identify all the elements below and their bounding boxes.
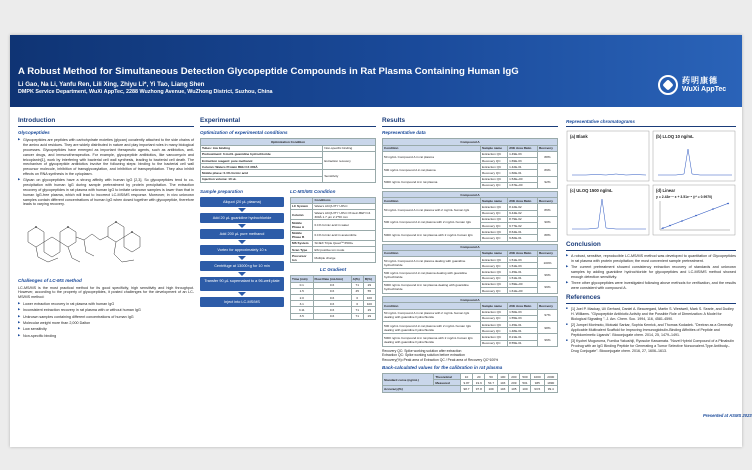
challenge-item: ▶ Molecular weight more than 2,000 Dalton: [18, 321, 194, 326]
sample-name-cell: Extraction QC: [481, 321, 508, 327]
lcms-cell: Multiple charge: [313, 253, 376, 263]
gradient-cell: 29: [363, 282, 375, 288]
compound-header-cell: AVE Area Ratio: [508, 198, 538, 204]
flow-arrow-icon: [238, 292, 246, 296]
prep-step: Add 200 μL pure methanol: [200, 229, 284, 239]
experimental-heading: Experimental: [200, 117, 376, 127]
introduction-heading: Introduction: [18, 117, 194, 127]
area-ratio-cell: 1.67E+00: [508, 182, 538, 188]
recovery-cell: 88%: [538, 151, 558, 163]
reference-item: ■ [2] Jumpei Morimoto, Motoaki Sarkar, Sophia Kenrick, and Thomas Kodadek. "Dextran as a Generally Applicable Multivalent Scaffold for Improving Immunoglobulin-Binding Affinities of Peptide and Peptidomimetic Ligands". Bioconjugate chem. 2014, 25, 1479–1491.: [566, 323, 736, 337]
lcms-cell: Mobile Phase B: [291, 230, 313, 240]
conclusion-item: ▶ Three other glycopeptides were investigated following above methods for verification, and the results were consistent with compound A.: [566, 281, 736, 291]
compound-header-cell: Sample name: [481, 198, 508, 204]
gradient-cell: 3.5: [291, 313, 314, 319]
measured-cell: 935: [531, 380, 544, 386]
gradient-cell: 0: [351, 301, 363, 307]
recovery-cell: 98%: [538, 321, 558, 333]
area-ratio-cell: 8.55E-01: [508, 340, 538, 346]
recovery-cell: 96%: [538, 334, 558, 346]
representative-data-heading: Representative data: [382, 130, 426, 136]
recovery-cell: 96%: [538, 269, 558, 281]
recovery-note: Recovery(%)=Peak area of Extraction QC / Peak area of Recovery QC*100%: [382, 357, 499, 362]
flow-arrow-icon: [238, 240, 246, 244]
measured-cell: 209: [508, 380, 519, 386]
experimental-column: [200, 117, 376, 320]
area-ratio-cell: 1.51E-01: [508, 275, 538, 281]
opt-cond: Pretreatment: 6 mol/L guanidine hydrochloride: [201, 151, 323, 157]
sample-name-cell: Recovery QC: [481, 210, 508, 216]
sample-name-cell: Recovery QC: [481, 182, 508, 188]
measured-cell: 103: [497, 380, 508, 386]
compound-header-cell: Sample name: [481, 303, 508, 309]
lcms-row: [291, 253, 376, 263]
lcms-cell: Precursor Ion: [291, 253, 313, 263]
recovery-cell: 89%: [538, 164, 558, 176]
measured-label: Measured: [434, 380, 461, 386]
opt-cond: Mobile phase: 0.1% formic acid: [201, 170, 323, 176]
measured-cell: 9.87: [460, 380, 472, 386]
standard-curve-label: Standard curve (ng/mL): [383, 374, 434, 386]
poster-header: [10, 35, 742, 107]
results-column: [382, 117, 558, 393]
results-heading: Results: [382, 117, 558, 127]
poster-title: A Robust Method for Simultaneous Detection Glycopeptide Compounds in Rat Plasma Containing Human IgG: [18, 66, 519, 77]
author-list: Li Gao, Na Li, Yanfu Ren, Lili Xing, Zhiyu Li*, Yi Tao, Liang Shen: [18, 81, 205, 88]
area-ratio-cell: 1.48E-01: [508, 328, 538, 334]
sample-name-cell: Extraction QC: [481, 164, 508, 170]
area-ratio-cell: 8.79E-02: [508, 216, 538, 222]
area-ratio-cell: 1.49E-03: [508, 151, 538, 157]
conclusion-item: ▶ A robust, sensitive, reproducible LC-MS/MS method was developed to quantitation of Glycopeptides in rat plasma with protein precipitation; the most convenient sample pretreatment.: [566, 254, 736, 264]
opt-purpose: Non-specific binding: [323, 145, 376, 151]
sample-name-cell: Extraction QC: [481, 256, 508, 262]
prep-step: Aliquot (20 μL plasma): [200, 197, 284, 207]
condition-cell: 500 ng/mL Compound A in rat plasma with 2 mg/mL human IgG: [383, 216, 481, 228]
condition-cell: 500 ng/mL Compound A in rat plasma: [383, 164, 481, 176]
gradient-cell: 3.11: [291, 307, 314, 313]
flow-arrow-icon: [238, 208, 246, 212]
panel-label: (b) LLOQ 10 ng/mL: [656, 133, 694, 139]
accuracy-cell: 98.7: [460, 386, 472, 392]
glycopeptides-bullets: [18, 138, 194, 207]
flow-arrow-icon: [238, 272, 246, 276]
lcms-section: [290, 187, 376, 320]
panel-label: (a) Blank: [570, 133, 588, 139]
challenges-heading: Challenges of LC-MS method: [18, 277, 82, 283]
lcms-cell: ESI positive ion mode: [313, 246, 376, 252]
opt-cond: Tubes: low binding: [201, 145, 323, 151]
challenge-item: ▶ Unknown samples containing different concentrations of human IgG: [18, 315, 194, 320]
opt-purpose: Extraction recovery: [323, 151, 376, 170]
gradient-heading: LC Gradient: [319, 267, 347, 273]
accuracy-cell: 93.5: [531, 386, 544, 392]
prep-step: Transfer 90 μL supernatant to a 96-well plate: [200, 277, 284, 291]
recovery-cell: 99%: [538, 281, 558, 293]
recovery-cell: 92%: [538, 176, 558, 188]
area-ratio-cell: 1.59E+00: [508, 281, 538, 287]
accuracy-cell: 103: [497, 386, 508, 392]
prep-step: Centrifuge at 13000×g for 10 min: [200, 261, 284, 271]
area-ratio-cell: 9.82E-01: [508, 235, 538, 241]
area-ratio-cell: 8.12E-02: [508, 204, 538, 210]
gradient-cell: 71: [351, 282, 363, 288]
recovery-note: Extraction QC: Spike working solution before extraction: [382, 353, 465, 358]
area-ratio-cell: 8.21E-01: [508, 334, 538, 340]
sample-name-cell: Recovery QC: [481, 340, 508, 346]
condition-cell: 500 ng/mL Compound A in rat plasma with 2 mg/mL human IgG dealing with guanidine hydrochloride: [383, 321, 481, 333]
logo-icon: [658, 75, 678, 95]
sample-name-cell: Recovery QC: [481, 275, 508, 281]
optimization-table-header: Optimization Condition: [201, 139, 376, 145]
sample-name-cell: Recovery QC: [481, 328, 508, 334]
gradient-table: [290, 275, 376, 319]
condition-cell: 50 ng/mL Compound A in rat plasma: [383, 151, 481, 163]
area-ratio-cell: 1.50E-03: [508, 309, 538, 315]
area-ratio-cell: 1.51E-03: [508, 263, 538, 269]
compound-header-cell: Recovery: [538, 198, 558, 204]
gradient-cell: 0.6: [313, 313, 351, 319]
flow-arrow-icon: [238, 256, 246, 260]
gradient-header-cell: Flow Rate (mL/min): [313, 276, 351, 282]
theoretical-cell: 10: [460, 374, 472, 380]
prep-step: Add 20 μL guanidine hydrochloride: [200, 213, 284, 223]
compound-header-cell: Recovery: [538, 145, 558, 151]
gradient-cell: 3.1: [291, 301, 314, 307]
flow-arrow-icon: [238, 224, 246, 228]
optimization-heading: Optimization of experimental conditions: [200, 130, 288, 136]
sample-name-cell: Recovery QC: [481, 222, 508, 228]
compound-header-cell: AVE Area Ratio: [508, 145, 538, 151]
area-ratio-cell: 1.42E-01: [508, 164, 538, 170]
lcms-cell: LC System: [291, 203, 313, 209]
lcms-cell: SCIEX Triple Quad™ 6500+: [313, 240, 376, 246]
area-ratio-cell: 1.45E-01: [508, 269, 538, 275]
gradient-cell: 2.0: [291, 294, 314, 300]
recovery-note: Recovery QC: Spike working solution after extraction: [382, 348, 462, 353]
accuracy-cell: 97.8: [473, 386, 485, 392]
measured-cell: 54.7: [485, 380, 497, 386]
accuracy-label: Accuracy(%): [383, 386, 461, 392]
compound-name: Compound A: [383, 244, 558, 250]
gradient-cell: 45: [351, 288, 363, 294]
recovery-cell: 100%: [538, 256, 558, 268]
gradient-cell: 0.6: [313, 301, 351, 307]
sample-name-cell: Extraction QC: [481, 151, 508, 157]
condition-cell: 5000 ng/mL Compound A in rat plasma with 2 mg/mL human IgG dealing with guanidine hydrochloride: [383, 334, 481, 346]
lcms-cell: Waters ACQUITY UPLC Protein BEH C4 300Å 1.7 μm 2.1*50 mm: [313, 210, 376, 220]
condition-cell: 500 ng/mL Compound A in rat plasma dealing with guanidine hydrochloride: [383, 269, 481, 281]
lcms-row: [291, 210, 376, 220]
affiliation: DMPK Service Department, WuXi AppTec, 2288 Wuzhong Avenue, WuZhong District, Suzhou, China: [18, 89, 273, 95]
condition-cell: 50 ng/mL Compound A in rat plasma with 2 mg/mL human IgG: [383, 204, 481, 216]
sample-name-cell: Extraction QC: [481, 229, 508, 235]
chromatogram-uloq: [567, 185, 649, 235]
sample-name-cell: Extraction QC: [481, 269, 508, 275]
condition-cell: 5000 ng/mL Compound A in rat plasma: [383, 176, 481, 188]
recovery-notes: [382, 349, 558, 362]
challenge-item: ▶ Non-specific binding: [18, 334, 194, 339]
gradient-header-cell: A(%): [351, 276, 363, 282]
glycopeptides-heading: Glycopeptides: [18, 130, 50, 136]
sample-name-cell: Extraction QC: [481, 334, 508, 340]
prep-step: Vortex for approximately 10 s: [200, 245, 284, 255]
wuxi-logo: [658, 73, 738, 103]
compound-header-cell: Recovery: [538, 303, 558, 309]
condition-cell: 5000 ng/mL Compound A in rat plasma dealing with guanidine hydrochloride: [383, 281, 481, 293]
challenge-item: ▶ Lower extraction recovery in rat plasma with human IgG: [18, 302, 194, 307]
lcms-cell: Mobile Phase A: [291, 220, 313, 230]
compound-header-cell: Condition: [383, 198, 481, 204]
compound-recovery-table: [382, 296, 558, 347]
poster: [10, 35, 752, 447]
theoretical-cell: 500: [519, 374, 530, 380]
lcms-cell: 0.1% formic acid in acetonitrile: [313, 230, 376, 240]
reference-item: ■ [3] Kyohei Muguruma, Fumika Yakushiji, Ryosuke Kawamata. "Novel Hybrid Compound of a Plinabulin Prodrug with an IgG Binding Peptide for Generating a Tumor Selective Noncovalent-Type Antibody–Drug Conjugate". Bioconjugate chem. 2016, 27, 1606–1613.: [566, 339, 736, 353]
compound-name: Compound A: [383, 297, 558, 303]
gradient-cell: 1.5: [291, 288, 314, 294]
introduction-column: [18, 117, 194, 340]
lcms-table: [290, 197, 376, 264]
compound-name: Compound A: [383, 191, 558, 197]
sample-name-cell: Extraction QC: [481, 216, 508, 222]
measured-cell: 1890: [544, 380, 558, 386]
compound-header-cell: Recovery: [538, 250, 558, 256]
theoretical-label: Theoretical: [434, 374, 461, 380]
recovery-cell: 88%: [538, 229, 558, 241]
area-ratio-cell: 1.51E-03: [508, 256, 538, 262]
challenges-text: LC-MS/MS is the most practical method for its good specificity, high sensitivity and high throughput. However, according to the property of glycopeptides, it posted challenges for the development of an LC-MS/MS method:: [18, 285, 194, 300]
gradient-cell: 100: [363, 294, 375, 300]
chromatogram-blank: [567, 131, 649, 181]
conclusion-column: [566, 117, 736, 355]
sample-name-cell: Recovery QC: [481, 235, 508, 241]
gradient-cell: 0.6: [313, 282, 351, 288]
lcms-header-cell: Conditions: [313, 197, 376, 203]
compound-header-cell: Condition: [383, 303, 481, 309]
lcms-cell: Column: [291, 210, 313, 220]
gradient-cell: 29: [363, 307, 375, 313]
area-ratio-cell: 1.60E-01: [508, 170, 538, 176]
sample-prep-section: [200, 187, 284, 320]
chromatogram-panels: [566, 129, 736, 237]
accuracy-cell: 99.4: [544, 386, 558, 392]
compound-recovery-table: [382, 138, 558, 189]
recovery-cell: 90%: [538, 216, 558, 228]
glycopeptide-structure-image: [18, 212, 152, 270]
challenge-item: ▶ Inconsistent extraction recovery in rat plasma with or without human IgG: [18, 308, 194, 313]
chromatograms-heading: Representative chromatograms: [566, 119, 736, 127]
regression-equation: y = 2.43e⁻⁴ x + 3.51e⁻⁵ (r² = 0.9970): [656, 194, 713, 199]
theoretical-cell: 20: [473, 374, 485, 380]
gradient-cell: 0.6: [313, 307, 351, 313]
glycopeptides-bullet: ▶ Glycopeptides are peptides with carbohydrate moieties (glycan) covalently attached to the side chains of the amino acid residues. They are widely distributed in nature and play important roles in many biological processes. Glycopeptides have emerged as important therapeutic agents, such as antibiotics, anti-cancer drugs, and immunotherapeutics. For example, glycopeptide antibiotics, like vancomycin and teicoplanin[1], work by interfering with bacterial cell wall synthesis, leading to bacterial cell death. The mechanism of glycopeptide antibiotics involve the following steps: binding to the bacterial cell wall precursor molecule, inhibition of transglycosylation, and inhibition of transpeptidation. They also inhibit effects on RNA synthesis in the cytoplasm.: [18, 138, 194, 177]
area-ratio-cell: 1.69E-03: [508, 157, 538, 163]
area-ratio-cell: 1.45E-01: [508, 321, 538, 327]
challenges-list: [18, 302, 194, 338]
compound-header-cell: Sample name: [481, 250, 508, 256]
area-ratio-cell: 9.44E-02: [508, 210, 538, 216]
chromatogram-lloq: [653, 131, 735, 181]
lcms-cell: 0.1% formic acid in water: [313, 220, 376, 230]
gradient-cell: 29: [363, 313, 375, 319]
recovery-cell: 97%: [538, 309, 558, 321]
sample-name-cell: Extraction QC: [481, 309, 508, 315]
gradient-row: [291, 313, 376, 319]
area-ratio-cell: 8.64E-01: [508, 229, 538, 235]
compound-tables: [382, 138, 558, 347]
optimization-table: [200, 138, 376, 182]
logo-chinese-text: 药明康德: [682, 76, 718, 85]
sample-name-cell: Recovery QC: [481, 315, 508, 321]
sample-name-cell: Recovery QC: [481, 157, 508, 163]
area-ratio-cell: 1.53E+00: [508, 176, 538, 182]
lcms-cell: Waters ACQUITY UPLC: [313, 203, 376, 209]
lcms-cell: Scan Type: [291, 246, 313, 252]
conclusion-item: ▶ The current pretreatment showed consistency extraction recovery of standards and unknown samples by adding guanidine hydrochloride for glycopeptides and LC-MS/MS method showed enough detection sensitivity.: [566, 265, 736, 279]
theoretical-cell: 100: [497, 374, 508, 380]
lcms-row: [291, 220, 376, 230]
compound-header-cell: AVE Area Ratio: [508, 303, 538, 309]
conclusion-list: [566, 254, 736, 291]
logo-english-text: WuXi AppTec: [682, 86, 727, 93]
accuracy-cell: 105: [508, 386, 519, 392]
reference-item: ■ [1] Joel P. Mackay, Uli Gerhard, Daniel A. Beauregard, Martin S. Westwell, Mark S. Searle, and Dudley H. Williams. "Glycopeptide Antibiotic Activity and the Possible Role of Dimerization: A Model for Biological Signaling ". J. Am. Chem. Soc. 1994, 116, 4581-4590.: [566, 307, 736, 321]
condition-cell: 50 ng/mL Compound A in rat plasma dealing with guanidine hydrochloride: [383, 256, 481, 268]
presented-at-footer: Presented at ASMS 2023: [703, 413, 752, 418]
conclusion-heading: Conclusion: [566, 241, 736, 251]
sample-name-cell: Extraction QC: [481, 281, 508, 287]
recovery-cell: 86%: [538, 204, 558, 216]
condition-cell: 50 ng/mL Compound A in rat plasma with 2 mg/mL human IgG dealing with guanidine hydrochloride: [383, 309, 481, 321]
challenge-item: ▶ Low sensitivity: [18, 327, 194, 332]
sample-name-cell: Recovery QC: [481, 170, 508, 176]
experimental-lower: [200, 187, 376, 320]
compound-header-cell: Sample name: [481, 145, 508, 151]
opt-cond: Injection volume: 10 uL: [201, 176, 323, 182]
gradient-header-cell: Time (min): [291, 276, 314, 282]
area-ratio-cell: 9.77E-02: [508, 222, 538, 228]
sample-name-cell: Recovery QC: [481, 263, 508, 269]
backcalc-table: [382, 373, 558, 393]
gradient-header-cell: B(%): [363, 276, 375, 282]
sample-name-cell: Extraction QC: [481, 176, 508, 182]
gradient-cell: 55: [363, 288, 375, 294]
sample-prep-heading: Sample preparation: [200, 188, 243, 194]
opt-purpose: Sensitivity: [323, 170, 376, 182]
calibration-linear-plot: [653, 185, 735, 235]
accuracy-cell: 109: [485, 386, 497, 392]
compound-name: Compound A: [383, 139, 558, 145]
theoretical-cell: 2000: [544, 374, 558, 380]
opt-cond: Column: Waters Protein BEH C4 300Å: [201, 164, 323, 170]
accuracy-cell: 100: [519, 386, 530, 392]
prep-step: Inject into LC-MS/MS: [200, 297, 284, 307]
compound-header-cell: Condition: [383, 145, 481, 151]
theoretical-cell: 200: [508, 374, 519, 380]
lcms-heading: LC-MS/MS Condition: [290, 188, 336, 194]
backcalc-heading: Back-calculated values for the calibration in rat plasma: [382, 365, 503, 371]
gradient-cell: 71: [351, 307, 363, 313]
measured-cell: 501: [519, 380, 530, 386]
gradient-cell: 71: [351, 313, 363, 319]
lcms-cell: MS System: [291, 240, 313, 246]
glycopeptides-bullet: ▶ Glycan on glycopeptides have a strong affinity with human IgG [2,3]. So glycopeptides tend to co-precipitation with human IgG during sample pretreatment by protein precipitation. The extraction recovery of glycopeptides in rat plasma with human IgG to imitate unknown samples is lower than that in human IgG-free plasma, which will lead to incorrect LC-MS/MS response. Moreover, in vivo unknown samples contain different concentrations of human IgG when dosed together with glycopeptide, therefore leads to varying recovery.: [18, 178, 194, 207]
gradient-cell: 0.1: [291, 282, 314, 288]
sample-name-cell: Recovery QC: [481, 287, 508, 293]
theoretical-cell: 1000: [531, 374, 544, 380]
gradient-cell: 0.6: [313, 288, 351, 294]
references-heading: References: [566, 294, 736, 304]
opt-cond: Extraction reagent: pure methanol: [201, 157, 323, 163]
compound-recovery-table: [382, 191, 558, 242]
lcms-row: [291, 230, 376, 240]
compound-recovery-table: [382, 244, 558, 295]
gradient-cell: 0.6: [313, 294, 351, 300]
theoretical-cell: 50: [485, 374, 497, 380]
compound-header-cell: AVE Area Ratio: [508, 250, 538, 256]
condition-cell: 5000 ng/mL Compound A in rat plasma with 2 mg/mL human IgG: [383, 229, 481, 241]
panel-label: (d) Linear: [656, 187, 676, 193]
area-ratio-cell: 1.61E+00: [508, 287, 538, 293]
compound-header-cell: Condition: [383, 250, 481, 256]
area-ratio-cell: 1.55E-03: [508, 315, 538, 321]
measured-cell: 19.6: [473, 380, 485, 386]
gradient-cell: 100: [363, 301, 375, 307]
panel-label: (c) ULOQ 1500 ng/mL: [570, 187, 613, 193]
sample-name-cell: Extraction QC: [481, 204, 508, 210]
gradient-cell: 0: [351, 294, 363, 300]
